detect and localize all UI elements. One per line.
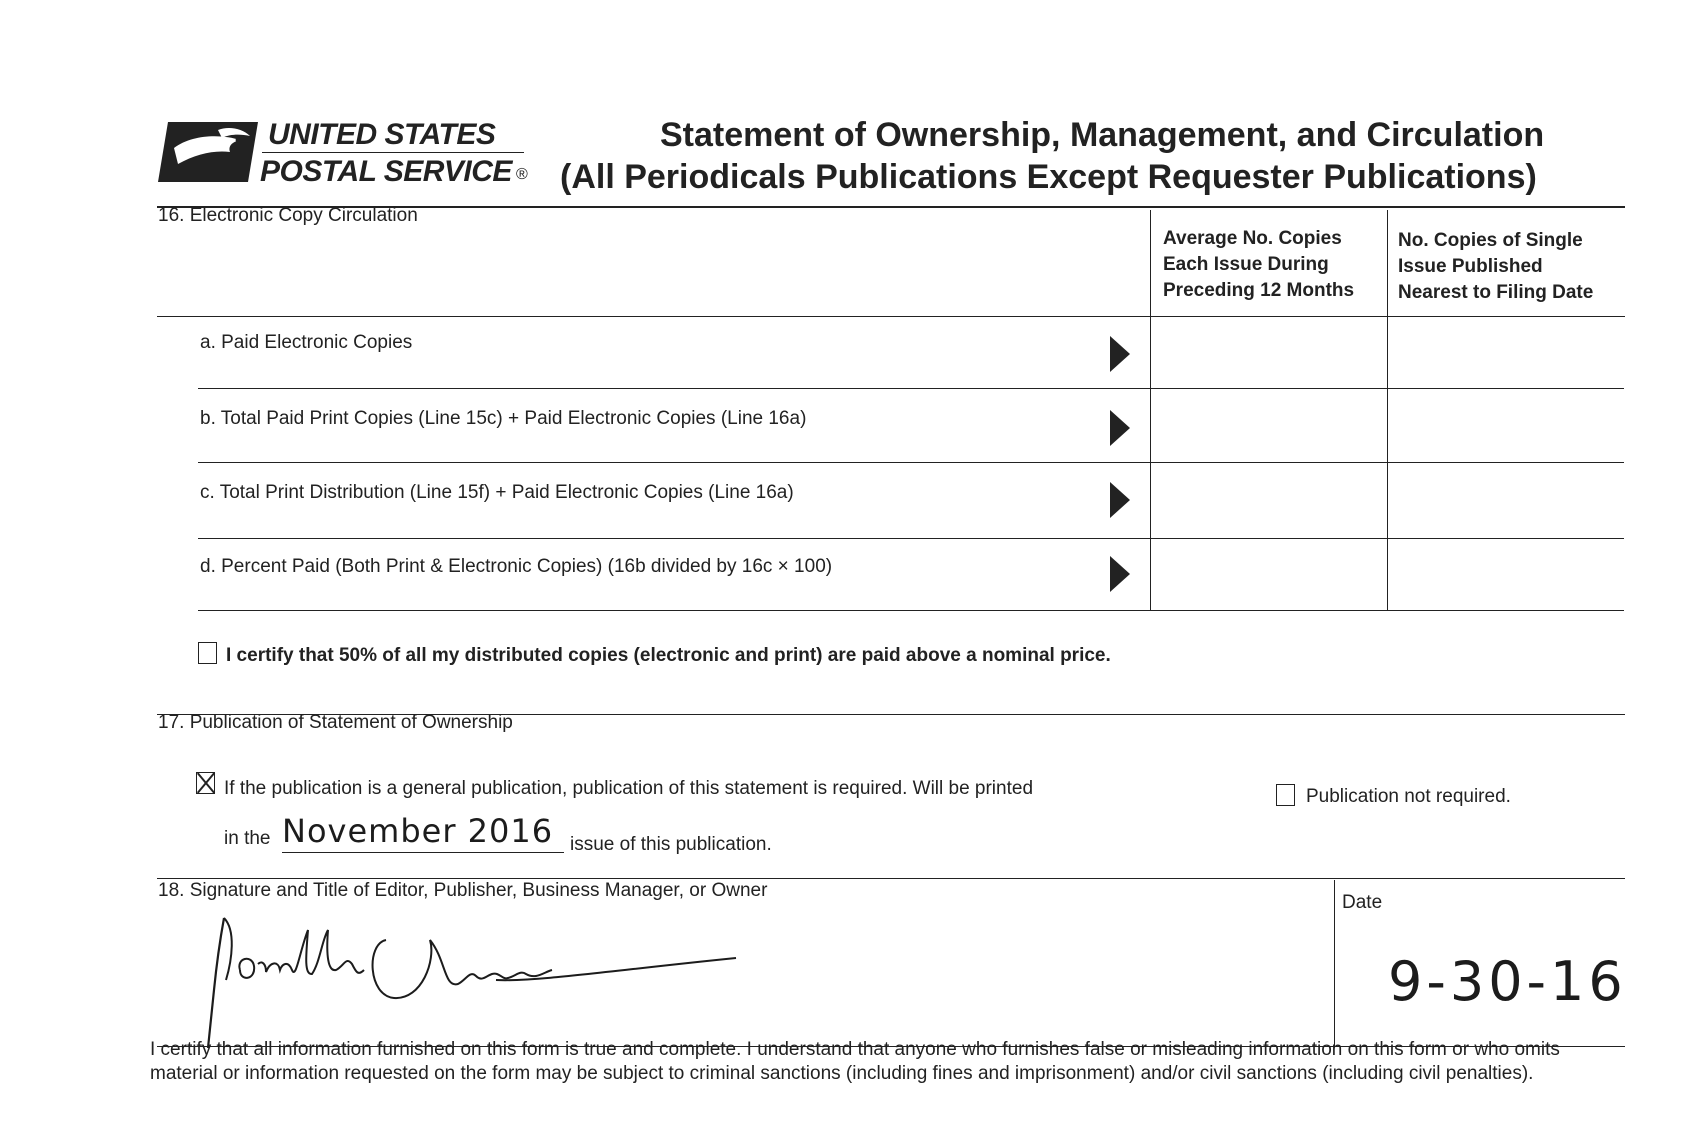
logo-text-line2: POSTAL SERVICE ® [260,155,528,188]
table-header-rule [157,316,1625,317]
input-16b-average[interactable] [1153,392,1385,462]
arrow-right-icon [1110,336,1130,372]
signature[interactable] [196,900,756,1050]
table-col-divider-1 [1150,210,1151,610]
row-label-paid-electronic: a. Paid Electronic Copies [200,332,413,353]
arrow-right-icon [1110,482,1130,518]
arrow-right-icon [1110,410,1130,446]
certify-50-checkbox[interactable] [198,642,217,664]
input-16a-average[interactable] [1153,320,1385,390]
row-label-percent-paid: d. Percent Paid (Both Print & Electronic Copies) (16b divided by 16c × 100) [200,556,833,577]
section17-title: 17. Publication of Statement of Ownership [158,712,513,733]
input-16b-single[interactable] [1390,392,1624,462]
general-publication-checkbox[interactable] [196,772,215,794]
registered-mark: ® [515,166,528,183]
general-publication-text: If the publication is a general publication, publication of this statement is required. Will be printed [224,778,1034,799]
section16-title: 16. Electronic Copy Circulation [158,205,418,226]
input-16c-single[interactable] [1390,466,1624,536]
date-divider [1334,880,1335,1046]
date-label: Date [1342,892,1383,913]
logo-underline [262,152,524,153]
certify-50-text: I certify that 50% of all my distributed copies (electronic and print) are paid above a nominal price. [226,645,1111,666]
input-16d-single[interactable] [1390,542,1624,608]
table-bottom-rule [198,610,1624,611]
col-header-average: Average No. Copies Each Issue During Preceding 12 Months [1163,228,1355,301]
input-16c-average[interactable] [1153,466,1385,536]
row-label-total-paid: b. Total Paid Print Copies (Line 15c) + Paid Electronic Copies (Line 16a) [200,408,807,429]
form-title-line1: Statement of Ownership, Management, and Circulation [660,116,1545,154]
form-title-line2: (All Periodicals Publications Except Requester Publications) [560,158,1537,196]
table-col-divider-2 [1387,210,1388,610]
logo-text-line1: UNITED STATES [268,118,496,151]
issue-underline [282,852,564,853]
section18-title: 18. Signature and Title of Editor, Publisher, Business Manager, or Owner [158,880,768,901]
col-header-single-issue: No. Copies of Single Issue Published Nearest to Filing Date [1398,230,1594,303]
row-label-total-distribution: c. Total Print Distribution (Line 15f) + Paid Electronic Copies (Line 16a) [200,482,794,503]
certification-statement: I certify that all information furnished on this form is true and complete. I understand that anyone who furnishes false or misleading information on this form or who omits material or information requested on the form may be subject to criminal sanctions (including fines and imprisonment) and/or civil sanctions (including civil penalties). [150,1039,1560,1084]
row-rule [198,538,1624,539]
input-16d-average[interactable] [1153,542,1385,608]
not-required-text: Publication not required. [1306,786,1511,807]
date-value[interactable]: 9-30-16 [1388,950,1627,1013]
issue-month-field[interactable]: November 2016 [282,812,554,850]
row-rule [198,388,1624,389]
eagle-logo-icon [158,120,258,184]
row-rule [198,462,1624,463]
input-16a-single[interactable] [1390,320,1624,390]
arrow-right-icon [1110,556,1130,592]
issue-suffix-text: issue of this publication. [570,834,772,855]
in-the-text: in the [224,828,271,849]
section-rule [157,878,1625,879]
not-required-checkbox[interactable] [1276,784,1295,806]
